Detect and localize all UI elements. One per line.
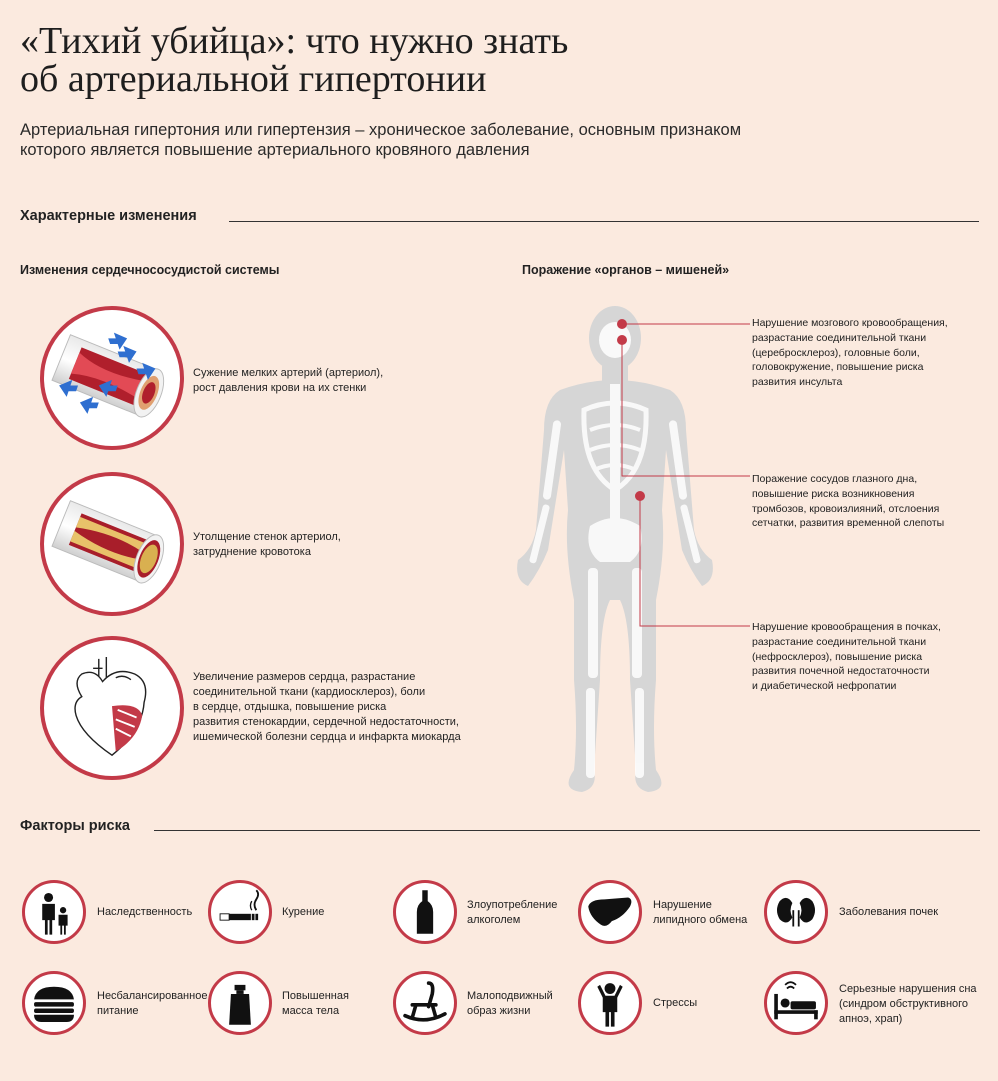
section-heading-risks: Факторы риска	[20, 818, 130, 834]
risk-label-sedentary: Малоподвижный образ жизни	[467, 990, 553, 1017]
risk-label-diet: Несбалансированное питание	[97, 990, 208, 1017]
organ-item-eye-text: Поражение сосудов глазного дна, повышение риска возникновения тромбозов, кровоизлияний, отслоения сетчатки, развития временной слепоты	[752, 473, 945, 530]
section-divider	[229, 221, 979, 222]
stressed-person-icon	[578, 971, 642, 1035]
cigarette-icon	[208, 880, 272, 944]
organ-item-kidney-text: Нарушение кровообращения в почках, разрастание соединительной ткани (нефросклероз), повышение риска развития почечной недостаточности и диабетической нефропатии	[752, 621, 941, 693]
risk-label-sleep: Серьезные нарушения сна (синдром обструктивного апноэ, храп)	[839, 983, 977, 1025]
liver-icon	[578, 880, 642, 944]
risk-label-smoking: Курение	[282, 906, 325, 918]
section-heading-changes: Характерные изменения	[20, 208, 197, 224]
bottle-icon	[393, 880, 457, 944]
cardio-item-1-text: Сужение мелких артерий (артериол), рост давления крови на их стенки	[193, 367, 384, 394]
cardio-item-2-text: Утолщение стенок артериол, затруднение кровотока	[193, 531, 341, 558]
enlarged-heart-icon	[40, 636, 184, 780]
risk-label-heredity: Наследственность	[97, 906, 193, 918]
kidneys-icon	[764, 880, 828, 944]
risk-label-kidney-disease: Заболевания почек	[839, 906, 939, 918]
artery-narrowing-icon	[40, 306, 184, 450]
risk-label-alcohol: Злоупотребление алкоголем	[467, 899, 558, 926]
organ-item-brain-text: Нарушение мозгового кровообращения, разрастание соединительной ткани (церебросклероз), головные боли, головокружение, повышение риска развития инсульта	[752, 317, 948, 389]
risk-label-weight: Повышенная масса тела	[282, 990, 349, 1017]
weight-icon	[208, 971, 272, 1035]
sleeping-person-icon	[764, 971, 828, 1035]
page-subtitle: Артериальная гипертония или гипертензия – хроническое заболевание, основным признаком которого является повышение артериального кровяного давления	[20, 121, 742, 159]
section-divider	[154, 830, 980, 831]
rocking-chair-icon	[393, 971, 457, 1035]
risk-label-lipid: Нарушение липидного обмена	[653, 899, 748, 926]
risk-label-stress: Стрессы	[653, 997, 698, 1009]
burger-icon	[22, 971, 86, 1035]
human-body-illustration	[480, 300, 750, 800]
cardio-item-3-text: Увеличение размеров сердца, разрастание соединительной ткани (кардиосклероз), боли в сердце, отдышка, повышение риска развития стенокардии, сердечной недостаточности, ишемической болезни сердца и инфаркта миокарда	[193, 671, 461, 743]
artery-thickening-icon	[40, 472, 184, 616]
organs-heading: Поражение «органов – мишеней»	[522, 263, 730, 277]
cardio-heading: Изменения сердечнососудистой системы	[20, 263, 280, 277]
page-title: «Тихий убийца»: что нужно знать об артериальной гипертонии	[20, 20, 569, 100]
family-icon	[22, 880, 86, 944]
